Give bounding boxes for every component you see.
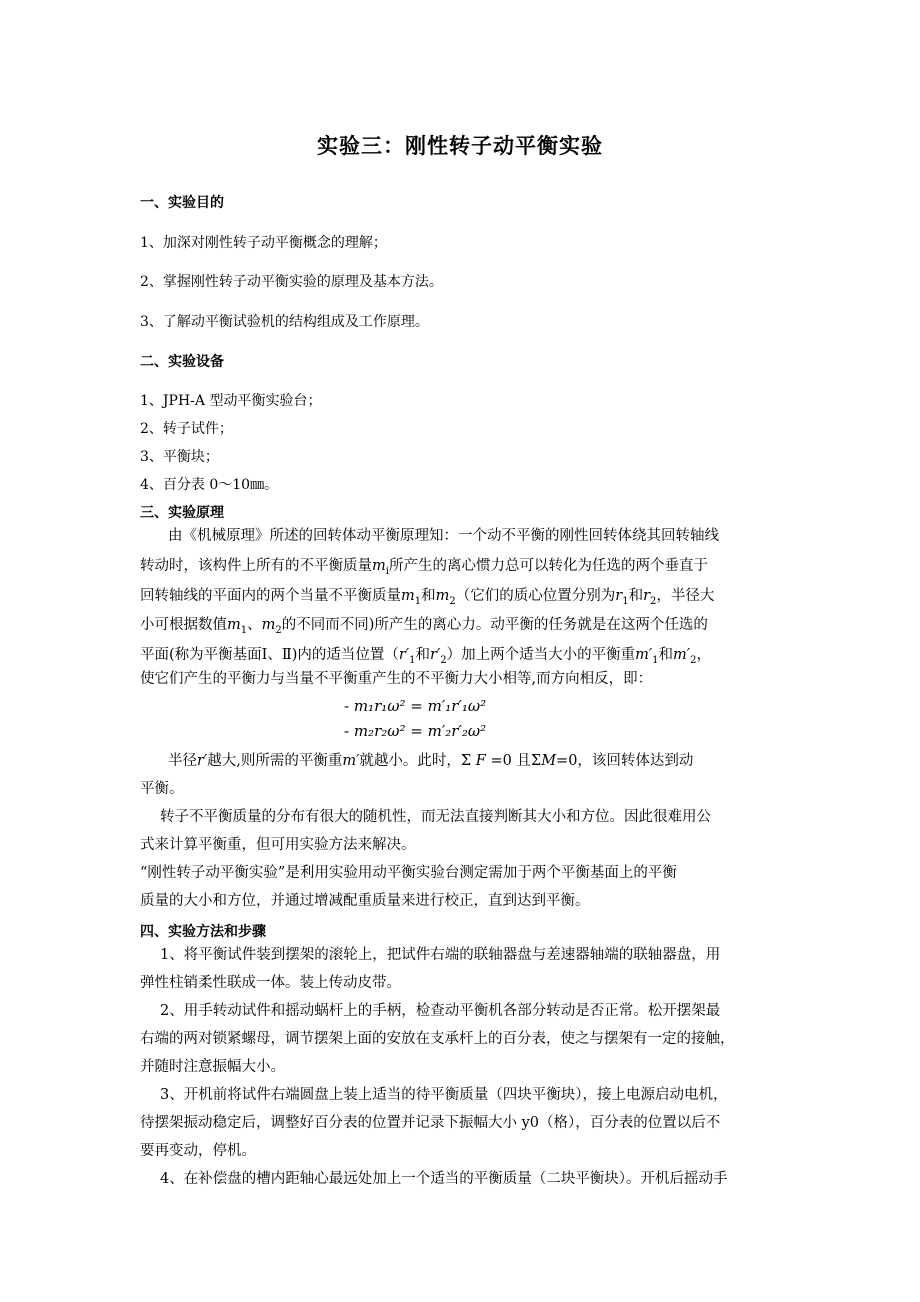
- step-line: 要再变动，停机。: [140, 1143, 256, 1159]
- list-item: 2、转子试件；: [140, 421, 233, 437]
- paragraph-line: 平面(称为平衡基面Ⅰ、Ⅱ)内的适当位置（$r'_1$和$r'_2$）加上两个适当大小的平衡重$m'_1$和$m'_2$，: [140, 647, 711, 666]
- step-line: 3、开机前将试件右端圆盘上装上适当的待平衡质量（四块平衡块），接上电源启动电机，: [160, 1087, 728, 1103]
- step-line: 2、用手转动试件和摇动蜗杆上的手柄，检查动平衡机各部分转动是否正常。松开摆架最: [160, 1003, 721, 1019]
- list-item: 4、百分表 0～10㎜。: [140, 477, 279, 493]
- symbol-m1-prime: $m'_1$: [635, 647, 659, 666]
- symbol-m2: $m_2$: [261, 617, 282, 636]
- symbol-r2: $r_2$: [643, 588, 657, 607]
- paragraph-line: 质量的大小和方位，并通过增减配重质量来进行校正，直到达到平衡。: [140, 893, 590, 909]
- equation-1: - m₁r₁ω² = m′₁r′₁ω²: [344, 697, 487, 715]
- paragraph-line: 平衡。: [140, 781, 184, 797]
- paragraph-line: 小可根据数值$m_1$、$m_2$的不同而不同)所产生的离心力。动平衡的任务就是在这两个任选的: [140, 617, 708, 636]
- step-line: 弹性柱销柔性联成一体。装上传动皮带。: [140, 975, 401, 991]
- symbol-r1: $r_1$: [615, 588, 629, 607]
- paragraph-line: 式来计算平衡重，但可用实验方法来解决。: [140, 837, 416, 853]
- paragraph-line: 由《机械原理》所述的回转体动平衡原理知：一个动不平衡的刚性回转体绕其回转轴线: [168, 528, 719, 544]
- list-item: 1、JPH-A 型动平衡实验台；: [140, 393, 322, 409]
- symbol-r1-prime: $r'_1$: [398, 647, 416, 666]
- page-title: 实验三：刚性转子动平衡实验: [317, 134, 603, 158]
- section-heading-equipment: 二、实验设备: [140, 354, 224, 370]
- list-item: 2、掌握刚性转子动平衡实验的原理及基本方法。: [140, 274, 443, 290]
- paragraph-line: 使它们产生的平衡力与当量不平衡重产生的不平衡力大小相等,而方向相反，即：: [140, 671, 653, 687]
- list-item: 1、加深对刚性转子动平衡概念的理解；: [140, 235, 387, 251]
- step-line: 待摆架振动稳定后，调整好百分表的位置并记录下振幅大小 y0（格），百分表的位置以后不: [140, 1115, 721, 1131]
- list-item: 3、平衡块；: [140, 449, 219, 465]
- step-line: 并随时注意振幅大小。: [140, 1059, 285, 1075]
- paragraph-line: “刚性转子动平衡实验”是利用实验用动平衡实验台测定需加于两个平衡基面上的平衡: [140, 865, 677, 881]
- paragraph-line: 回转轴线的平面内的两个当量不平衡质量$m_1$和$m_2$（它们的质心位置分别为$r_1$和$r_2$，半径大: [140, 588, 715, 607]
- paragraph-line: 转动时，该构件上所有的不平衡质量$m_i$所产生的离心惯力总可以转化为任选的两个垂直于: [140, 558, 708, 577]
- section-heading-procedure: 四、实验方法和步骤: [140, 924, 266, 940]
- paragraph-line: 转子不平衡质量的分布有很大的随机性，而无法直接判断其大小和方位。因此很难用公: [160, 809, 711, 825]
- equation-2: - m₂r₂ω² = m′₂r′₂ω²: [344, 722, 487, 740]
- paragraph-line: 半径r′越大,则所需的平衡重m′就越小。此时，Σ F =0 且ΣM=0，该回转体达到动: [168, 753, 694, 769]
- step-line: 1、将平衡试件装到摆架的滚轮上，把试件右端的联轴器盘与差速器轴端的联轴器盘，用: [160, 947, 721, 963]
- symbol-m2-prime: $m'_2$: [673, 647, 697, 666]
- section-heading-purpose: 一、实验目的: [140, 195, 224, 211]
- symbol-m1: $m_1$: [401, 588, 422, 607]
- symbol-m2: $m_2$: [435, 588, 456, 607]
- step-line: 右端的两对锁紧螺母，调节摆架上面的安放在支承杆上的百分表，使之与摆架有一定的接触，: [140, 1031, 735, 1047]
- section-heading-principle: 三、实验原理: [140, 505, 224, 521]
- step-line: 4、在补偿盘的槽内距轴心最远处加上一个适当的平衡质量（二块平衡块）。开机后摇动手: [160, 1171, 728, 1187]
- symbol-r2-prime: $r'_2$: [430, 647, 447, 666]
- list-item: 3、了解动平衡试验机的结构组成及工作原理。: [140, 314, 429, 330]
- symbol-m1: $m_1$: [227, 617, 248, 636]
- symbol-m-i: $m_i$: [372, 558, 389, 577]
